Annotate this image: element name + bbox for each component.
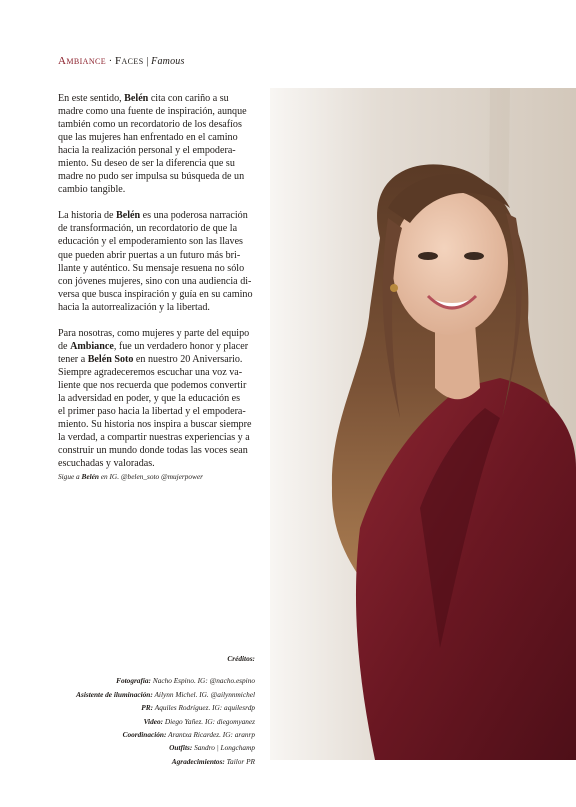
text-line xyxy=(58,301,264,314)
credit-row xyxy=(0,755,255,768)
text-run: que pueden abrir puertas a un futuro más bri- xyxy=(58,249,241,261)
article-paragraph xyxy=(58,209,264,313)
text-run: es una poderosa narración xyxy=(140,210,248,222)
text-line xyxy=(58,157,264,170)
credit-role: Coordinación: xyxy=(122,730,167,740)
text-run: madre como una fuente de inspiración, aunque xyxy=(58,106,247,118)
text-line xyxy=(58,405,264,418)
text-line xyxy=(58,249,264,262)
text-line xyxy=(58,340,264,353)
bold-name: Belén xyxy=(116,210,141,222)
text-line xyxy=(58,327,264,340)
text-run: el primer paso hacia la libertad y el empodera- xyxy=(58,406,246,418)
credit-role: Fotografía: xyxy=(116,676,151,686)
text-line xyxy=(58,288,264,301)
text-run: la verdad, a compartir nuestras experiencias y a xyxy=(58,432,250,444)
bold-name: Ambiance xyxy=(70,340,114,352)
credits-list xyxy=(0,674,255,768)
credit-row xyxy=(0,674,255,687)
credit-value: Aquiles Rodríguez. IG: aquilesrdp xyxy=(153,703,255,713)
text-run: la adversidad en poder, y que la educación es xyxy=(58,392,241,404)
text-run: que las mujeres han enfrentado en el camino xyxy=(58,132,238,144)
text-line xyxy=(58,262,264,275)
text-line xyxy=(58,275,264,288)
text-run: La historia de xyxy=(58,210,117,222)
text-line xyxy=(58,392,264,405)
text-line xyxy=(58,118,264,131)
brand-name: Ambiance xyxy=(58,55,107,67)
credit-row xyxy=(0,688,255,701)
credit-role: Video: xyxy=(143,716,164,726)
credits-heading: Créditos: xyxy=(227,654,255,663)
bold-name: Belén Soto xyxy=(87,353,134,365)
text-run: hacia la realización personal y el empodera- xyxy=(58,145,236,157)
text-line xyxy=(58,418,264,431)
text-line xyxy=(58,222,264,235)
subsection-name: Famous xyxy=(151,56,185,67)
social-suffix: en IG. @belen_soto @mujerpower xyxy=(98,472,203,481)
social-prefix: Sigue a xyxy=(58,472,82,481)
social-name: Belén xyxy=(81,472,99,481)
article-paragraph xyxy=(58,92,264,196)
text-run: construir un mundo donde todas las voces sean xyxy=(58,445,248,457)
credit-value: Diego Yañez. IG: diegomyanez xyxy=(163,716,255,726)
portrait-photo xyxy=(270,88,576,760)
text-run: Para nosotras, como mujeres y parte del equipo xyxy=(58,327,250,339)
text-run: también como un recordatorio de los desafíos xyxy=(58,119,242,131)
credit-value: Nacho Espino. IG: @nacho.espino xyxy=(151,676,255,686)
text-run: educación y el empoderamiento son las llaves xyxy=(58,236,243,248)
photo-credits xyxy=(0,652,255,768)
text-run: de transformación, un recordatorio de que la xyxy=(58,223,238,235)
text-line xyxy=(58,235,264,248)
text-line xyxy=(58,379,264,392)
text-run: cita con cariño a su xyxy=(148,93,229,104)
article-paragraph xyxy=(58,327,264,471)
credit-role: Outfits: xyxy=(169,743,193,753)
text-run: con jóvenes mujeres, sino con una audiencia di- xyxy=(58,275,252,287)
text-line xyxy=(58,353,264,366)
section-name: Faces xyxy=(114,55,144,67)
text-run: versa que busca inspiración y guía en su camino xyxy=(58,288,253,300)
credit-row xyxy=(0,701,255,714)
credit-row xyxy=(0,741,255,754)
text-run: miento. Su historia nos inspira a buscar siempre xyxy=(58,419,252,431)
text-run: llante y auténtico. Su mensaje resuena no sólo xyxy=(58,262,245,274)
section-header xyxy=(58,55,185,67)
text-run: escuchadas y valoradas. xyxy=(58,458,155,470)
text-run: en nuestro 20 Aniversario. xyxy=(133,353,243,365)
credit-value: Sandro | Longchamp xyxy=(192,743,255,753)
credit-value: Tailor PR xyxy=(224,756,255,766)
text-run: madre no pudo ser impulsa su búsqueda de un xyxy=(58,171,245,183)
text-run: miento. Su deseo de ser la diferencia que su xyxy=(58,158,235,170)
text-line xyxy=(58,92,264,105)
text-line xyxy=(58,183,264,196)
text-run: de xyxy=(58,340,71,352)
text-run: tener a xyxy=(58,353,88,365)
credit-role: Asistente de iluminación: xyxy=(76,689,153,699)
text-line xyxy=(58,444,264,457)
credit-row xyxy=(0,728,255,741)
credit-row xyxy=(0,715,255,728)
social-handle-note xyxy=(58,472,203,481)
header-divider: | xyxy=(143,56,152,67)
article-body xyxy=(58,92,264,483)
header-separator: · xyxy=(106,56,115,67)
credit-role: PR: xyxy=(141,703,154,713)
bold-name: Belén xyxy=(124,93,149,104)
text-run: liente que nos recuerda que podemos convertir xyxy=(58,379,247,391)
credit-value: Ailynn Michel. IG. @ailynnmichel xyxy=(152,689,255,699)
text-line xyxy=(58,457,264,470)
text-line xyxy=(58,144,264,157)
text-line xyxy=(58,131,264,144)
text-line xyxy=(58,366,264,379)
text-run: hacia la autorrealización y la libertad. xyxy=(58,301,210,313)
text-run: Siempre agradeceremos escuchar una voz va- xyxy=(58,366,243,378)
credit-value: Arantxa Ricardez. IG: aranrp xyxy=(166,730,255,740)
text-line xyxy=(58,105,264,118)
text-run: , fue un verdadero honor y placer xyxy=(113,340,249,352)
credit-role: Agradecimientos: xyxy=(171,756,225,766)
text-line xyxy=(58,209,264,222)
text-line xyxy=(58,431,264,444)
text-run: En este sentido, xyxy=(58,93,125,104)
text-run: cambio tangible. xyxy=(58,184,126,196)
text-line xyxy=(58,170,264,183)
